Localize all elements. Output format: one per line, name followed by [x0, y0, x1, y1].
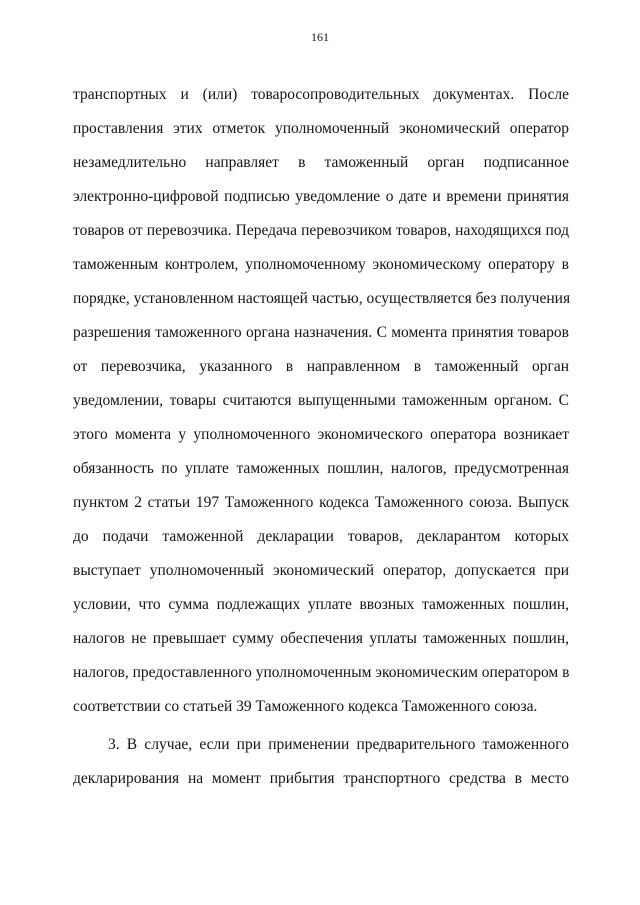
- text-line: обязанность по уплате таможенных пошлин, налогов, предусмотренная: [73, 460, 569, 477]
- page-number: 161: [311, 30, 329, 44]
- text-line: условии, что сумма подлежащих уплате ввозных таможенных пошлин,: [73, 596, 569, 613]
- text-line: электронно-цифровой подписью уведомление о дате и времени принятия: [73, 188, 569, 205]
- text-line: соответствии со статьей 39 Таможенного кодекса Таможенного союза.: [73, 698, 538, 715]
- text-line: выступает уполномоченный экономический оператор, допускается при: [73, 562, 569, 579]
- text-line: налогов, предоставленного уполномоченным экономическим оператором в: [73, 664, 570, 681]
- text-line: проставления этих отметок уполномоченный экономический оператор: [73, 120, 569, 137]
- text-line: разрешения таможенного органа назначения. С момента принятия товаров: [73, 324, 569, 341]
- text-line: декларирования на момент прибытия транспортного средства в место: [73, 770, 569, 787]
- text-line: 3. В случае, если при применении предварительного таможенного: [108, 736, 569, 753]
- text-line: этого момента у уполномоченного экономического оператора возникает: [73, 426, 569, 443]
- text-line: товаров от перевозчика. Передача перевозчиком товаров, находящихся под: [73, 222, 569, 239]
- text-line: таможенным контролем, уполномоченному экономическому оператору в: [73, 256, 569, 273]
- text-line: от перевозчика, указанного в направленном в таможенный орган: [73, 358, 569, 375]
- text-line: налогов не превышает сумму обеспечения уплаты таможенных пошлин,: [73, 630, 569, 647]
- text-line: транспортных и (или) товаросопроводительных документах. После: [73, 86, 569, 103]
- text-line: незамедлительно направляет в таможенный орган подписанное: [73, 154, 569, 171]
- text-line: пунктом 2 статьи 197 Таможенного кодекса Таможенного союза. Выпуск: [73, 494, 569, 511]
- text-line: уведомлении, товары считаются выпущенными таможенным органом. С: [73, 392, 569, 409]
- text-line: порядке, установленном настоящей частью, осуществляется без получения: [73, 290, 571, 307]
- text-line: до подачи таможенной декларации товаров, декларантом которых: [73, 528, 569, 545]
